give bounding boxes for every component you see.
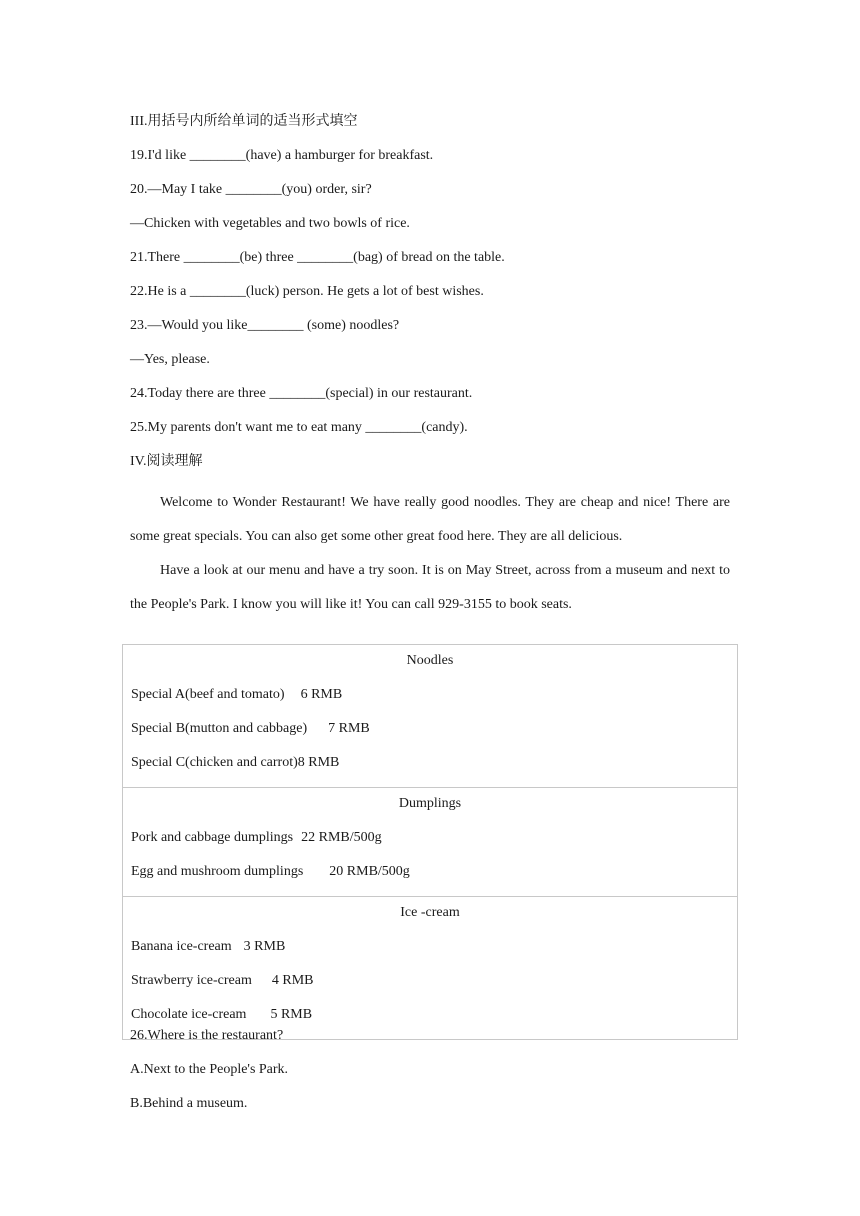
menu-item <box>131 971 729 1005</box>
question-26-block <box>130 1026 730 1128</box>
menu-item-name: Special B(mutton and cabbage) <box>131 721 308 736</box>
menu-item-price: 6 RMB <box>300 687 343 702</box>
option-b: B.Behind a museum. <box>130 1096 248 1111</box>
menu-item-price: 5 RMB <box>270 1007 313 1022</box>
question-22: 22.He is a ________(luck) person. He gets a lot of best wishes. <box>130 284 484 299</box>
main-content <box>130 112 730 622</box>
menu-item-name: Strawberry ice-cream <box>131 973 252 988</box>
section-3-title: III.用括号内所给单词的适当形式填空 <box>130 114 358 129</box>
menu-item-name: Chocolate ice-cream <box>131 1007 247 1022</box>
question-21: 21.There ________(be) three ________(bag) of bread on the table. <box>130 250 505 265</box>
menu-item-name: Special C(chicken and carrot) <box>131 755 298 770</box>
reading-paragraph-1: Welcome to Wonder Restaurant! We have really good noodles. They are cheap and nice! There are some great specials. You can also get some other great food here. They are all delicious. <box>130 495 730 544</box>
question-26: 26.Where is the restaurant? <box>130 1028 284 1043</box>
reading-paragraph-2: Have a look at our menu and have a try soon. It is on May Street, across from a museum and next to the People's Park. I know you will like it! You can call 929-3155 to book seats. <box>130 563 730 612</box>
question-25: 25.My parents don't want me to eat many ________(candy). <box>130 420 468 435</box>
menu-item <box>131 862 729 896</box>
noodles-heading: Noodles <box>406 653 454 668</box>
menu-item-name: Banana ice-cream <box>131 939 232 954</box>
icecream-section <box>123 897 738 1040</box>
option-a: A.Next to the People's Park. <box>130 1062 289 1077</box>
question-23-answer: —Yes, please. <box>130 352 210 367</box>
question-20: 20.—May I take ________(you) order, sir? <box>130 182 372 197</box>
section-4-title: IV.阅读理解 <box>130 454 203 469</box>
menu-item-name: Special A(beef and tomato) <box>131 687 285 702</box>
menu-item <box>131 685 729 719</box>
question-19: 19.I'd like ________(have) a hamburger for breakfast. <box>130 148 434 163</box>
restaurant-menu-table <box>122 644 738 1040</box>
menu-item <box>131 719 729 753</box>
menu-item <box>131 937 729 971</box>
dumplings-heading: Dumplings <box>398 796 462 811</box>
menu-item-price: 20 RMB/500g <box>329 864 410 879</box>
question-20-answer: —Chicken with vegetables and two bowls of rice. <box>130 216 410 231</box>
menu-item-name: Egg and mushroom dumplings <box>131 864 304 879</box>
menu-item-price: 3 RMB <box>243 939 286 954</box>
menu-item-price: 4 RMB <box>271 973 314 988</box>
menu-item-price: 22 RMB/500g <box>301 830 382 845</box>
dumplings-section <box>123 788 738 897</box>
menu-item-name: Pork and cabbage dumplings <box>131 830 294 845</box>
icecream-heading: Ice -cream <box>400 905 460 920</box>
menu-item <box>131 753 729 787</box>
question-23: 23.—Would you like________ (some) noodles? <box>130 318 400 333</box>
question-24: 24.Today there are three ________(special) in our restaurant. <box>130 386 473 401</box>
menu-item-price: 7 RMB <box>328 721 370 736</box>
menu-item <box>131 828 729 862</box>
noodles-section <box>123 645 738 788</box>
menu-item-price: 8 RMB <box>297 755 340 770</box>
